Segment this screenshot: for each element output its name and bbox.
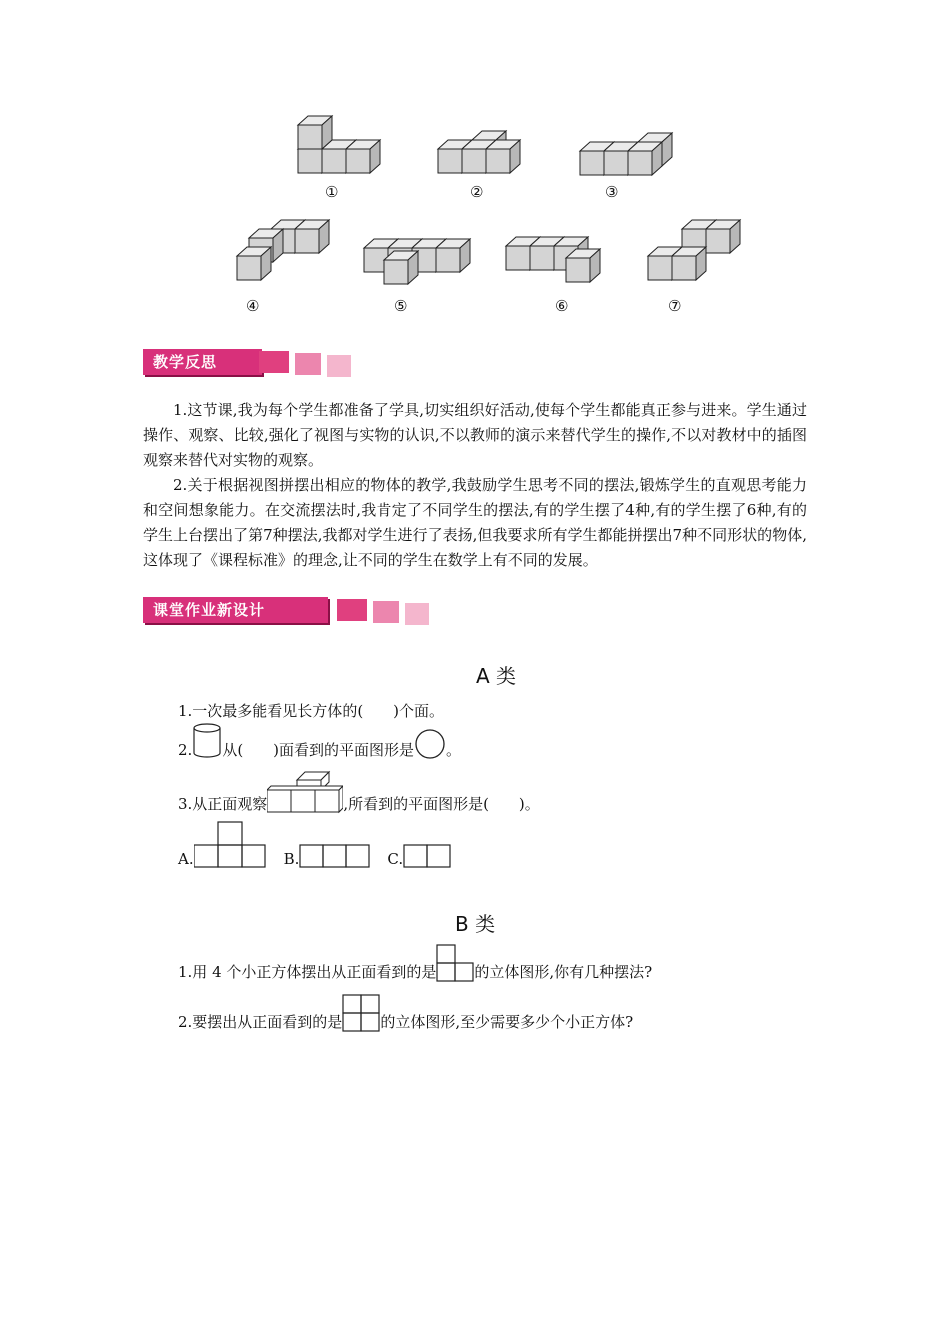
question-a3-prefix: 3.从正面观察 bbox=[178, 795, 268, 813]
front-view-shape bbox=[342, 994, 380, 1032]
question-a2-number: 2. bbox=[178, 741, 193, 759]
figure-4 bbox=[237, 220, 329, 280]
question-a3 bbox=[178, 770, 540, 814]
question-b1-prefix: 1.用 4 个小正方体摆出从正面看到的是 bbox=[178, 963, 437, 981]
question-a2 bbox=[178, 722, 461, 760]
figure-label-7: ⑦ bbox=[668, 297, 682, 315]
section-b-heading: B 类 bbox=[455, 912, 496, 936]
reflection-banner: 教学反思 bbox=[143, 349, 262, 375]
homework-banner: 课堂作业新设计 bbox=[143, 597, 328, 623]
figure-7 bbox=[648, 220, 740, 280]
section-a-heading: A 类 bbox=[476, 664, 517, 688]
figure-label-3: ③ bbox=[605, 183, 619, 201]
option-a-label: A. bbox=[178, 850, 194, 868]
front-view-shape bbox=[436, 944, 474, 982]
question-b2-suffix: 的立体图形,至少需要多少个小正方体? bbox=[380, 1013, 634, 1031]
question-a2-text: 从( )面看到的平面图形是 bbox=[222, 741, 415, 759]
cube-group-icon bbox=[267, 770, 343, 814]
option-a-shape bbox=[194, 820, 266, 868]
banner-square bbox=[295, 353, 321, 375]
option-c-label: C. bbox=[387, 850, 404, 868]
question-b2-prefix: 2.要摆出从正面看到的是 bbox=[178, 1013, 343, 1031]
cylinder-icon bbox=[192, 722, 222, 760]
figure-label-5: ⑤ bbox=[394, 297, 408, 315]
banner-square bbox=[373, 601, 399, 623]
figure-label-2: ② bbox=[470, 183, 484, 201]
question-a2-end: 。 bbox=[446, 741, 462, 759]
question-a3-text: ,所看到的平面图形是( )。 bbox=[343, 795, 540, 813]
option-b-shape bbox=[299, 844, 371, 868]
cube-figures bbox=[0, 0, 950, 330]
question-b2 bbox=[178, 994, 633, 1032]
option-b-label: B. bbox=[283, 850, 300, 868]
figure-1 bbox=[298, 116, 380, 173]
circle-icon bbox=[414, 728, 446, 760]
banner-square bbox=[337, 599, 367, 621]
figure-label-6: ⑥ bbox=[555, 297, 569, 315]
reflection-paragraph-2: 2.关于根据视图拼摆出相应的物体的教学,我鼓励学生思考不同的摆法,锻炼学生的直观思考能力和空间想象能力。在交流摆法时,我肯定了不同学生的摆法,有的学生摆了4种,有的学生摆了6种,有的学生上台摆出了第7种摆法,我都对学生进行了表扬,但我要求所有学生都能拼摆出7种不同形状的物体,这体现了《课程标准》的理念,让不同的学生在数学上有不同的发展。 bbox=[143, 476, 807, 569]
option-c-shape bbox=[403, 844, 453, 868]
reflection-text bbox=[143, 398, 807, 573]
answer-options bbox=[178, 820, 453, 868]
figure-2 bbox=[438, 131, 520, 173]
question-b1 bbox=[178, 944, 652, 982]
question-a1: 1.一次最多能看见长方体的( )个面。 bbox=[178, 702, 445, 720]
banner-square bbox=[327, 355, 351, 377]
banner-square bbox=[405, 603, 429, 625]
reflection-paragraph-1: 1.这节课,我为每个学生都准备了学具,切实组织好活动,使每个学生都能真正参与进来。学生通过操作、观察、比较,强化了视图与实物的认识,不以教师的演示来替代学生的操作,不以对教材中的插图观察来替代对实物的观察。 bbox=[143, 401, 807, 469]
figure-label-4: ④ bbox=[246, 297, 260, 315]
banner-square bbox=[259, 351, 289, 373]
figure-6 bbox=[506, 237, 600, 282]
figure-5 bbox=[364, 239, 470, 284]
figure-label-1: ① bbox=[325, 183, 339, 201]
figure-3 bbox=[580, 133, 672, 175]
question-b1-suffix: 的立体图形,你有几种摆法? bbox=[474, 963, 653, 981]
